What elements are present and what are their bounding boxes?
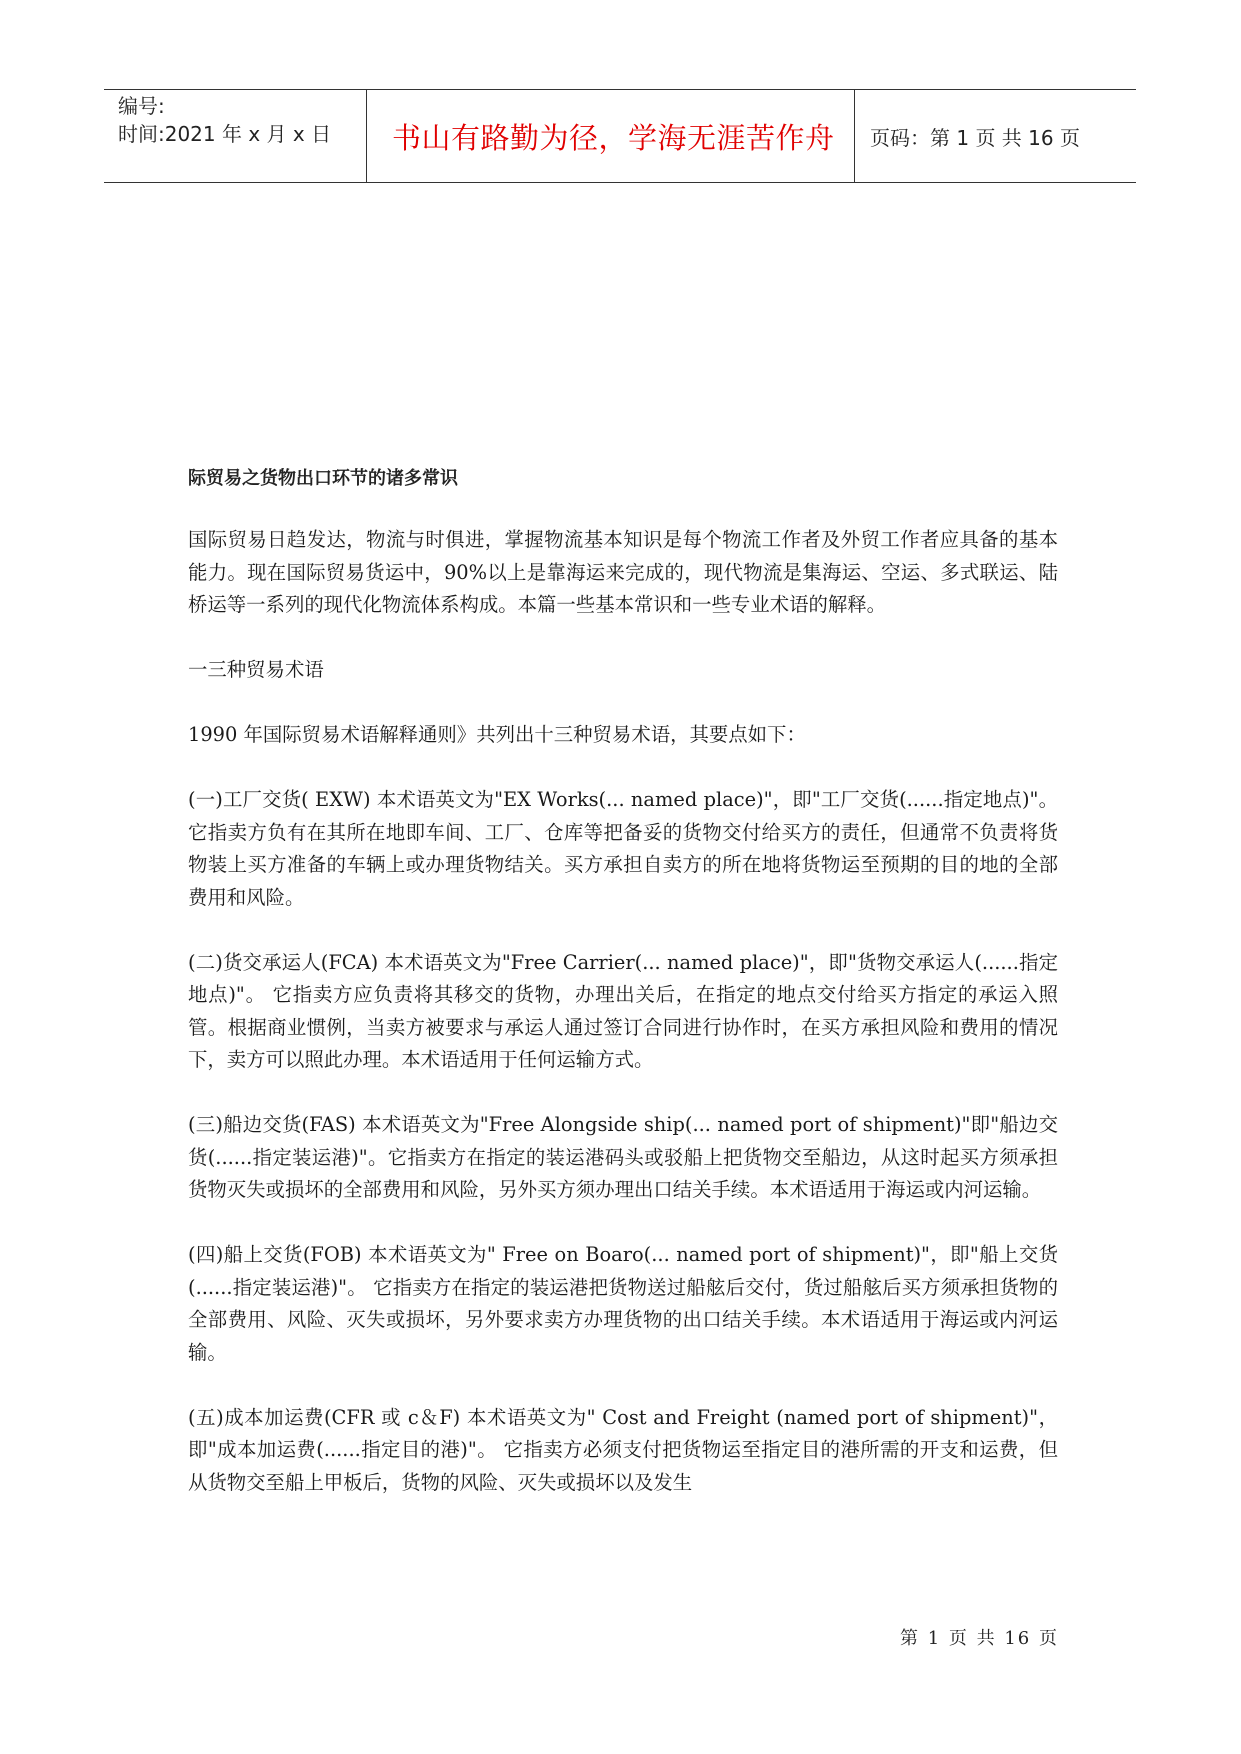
paragraph-fas: (三)船边交货(FAS) 本术语英文为"Free Alongside ship(... named port of shipment)"即"船边交货(......指定装运港)"。它指卖方在指定的装运港码头或驳船上把货物交至船边，从这时起买方须承担货物灭失或损坏的全部费用和风险，另外买方须办理出口结关手续。本术语适用于海运或内河运输。 (188, 1113, 1058, 1201)
time-label: 时间:2021 年 x 月 x 日 (118, 122, 332, 146)
paragraph-section-heading: 一三种贸易术语 (188, 658, 324, 681)
paragraph-fca: (二)货交承运人(FCA) 本术语英文为"Free Carrier(... named place)"，即"货物交承运人(......指定地点)"。 它指卖方应负责将其移交的货物，办理出关后，在指定的地点交付给买方指定的承运入照管。根据商业惯例，当卖方被要求与承运人通过签订合同进行协作时，在买方承担风险和费用的情况下，卖方可以照此办理。本术语适用于任何运输方式。 (188, 950, 1058, 1071)
paragraph-1990-rules: 1990 年国际贸易术语解释通则》共列出十三种贸易术语，其要点如下： (188, 723, 806, 746)
document-title: 际贸易之货物出口环节的诸多常识 (188, 468, 458, 489)
header-divider-left (366, 89, 367, 182)
paragraph-intro: 国际贸易日趋发达，物流与时俱进，掌握物流基本知识是每个物流工作者及外贸工作者应具备的基本能力。现在国际贸易货运中，90%以上是靠海运来完成的，现代物流是集海运、空运、多式联运、陆桥运等一系列的现代化物流体系构成。本篇一些基本常识和一些专业术语的解释。 (188, 528, 1058, 616)
paragraph-cfr: (五)成本加运费(CFR 或 c＆F) 本术语英文为" Cost and Freight (named port of shipment)"，即"成本加运费(......指定目的港)"。 它指卖方必须支付把货物运至指定目的港所需的开支和运费，但从货物交至船上甲板后，货物的风险、灭失或损坏以及发生 (188, 1405, 1058, 1494)
header-motto: 书山有路勤为径，学海无涯苦作舟 (392, 121, 835, 155)
header-divider-right (854, 89, 855, 182)
document-body (188, 524, 1058, 1532)
header-top-rule (104, 89, 1136, 90)
paragraph-fob: (四)船上交货(FOB) 本术语英文为" Free on Boaro(... named port of shipment)"，即"船上交货(......指定装运港)"。 它指卖方在指定的装运港把货物送过船舷后交付，货过船舷后买方须承担货物的全部费用、风险、灭失或损坏，另外要求卖方办理货物的出口结关手续。本术语适用于海运或内河运输。 (188, 1243, 1058, 1364)
paragraph-exw: (一)工厂交货( EXW) 本术语英文为"EX Works(... named place)"，即"工厂交货(......指定地点)"。 它指卖方负有在其所在地即车间、工厂、仓库等把备妥的货物交付给买方的责任，但通常不负责将货物装上买方准备的车辆上或办理货物结关。买方承担自卖方的所在地将货物运至预期的目的地的全部费用和风险。 (188, 788, 1058, 909)
page-footer: 第 1 页 共 16 页 (900, 1628, 1059, 1649)
header-bottom-rule (104, 182, 1136, 183)
header-page-info: 页码：第 1 页 共 16 页 (870, 126, 1080, 150)
serial-number-label: 编号: (118, 94, 165, 118)
